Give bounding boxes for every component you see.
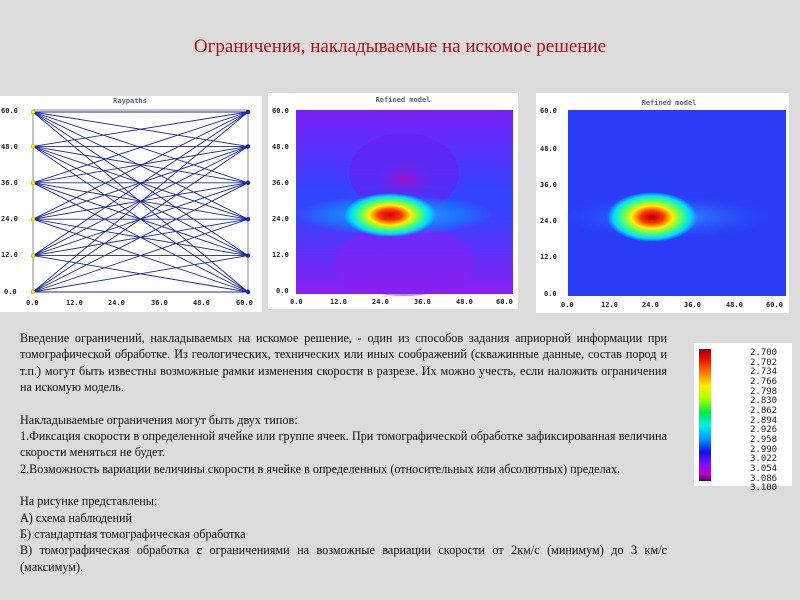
y-tick: 36.0: [272, 179, 289, 187]
legend-values: [750, 349, 777, 494]
raypaths-plot: [0, 96, 262, 312]
x-tick: 24.0: [642, 301, 659, 309]
paragraph-intro: Введение ограничений, накладываемых на искомое решение, - один из способов задания априорной информации при томографической обработке. Из геологических, технических или иных соображений (скважинные данные, состав пород и т.п.) могут быть известны возможные рамки изменения скорости в разрезе. Их можно учесть, если наложить ограничения на искомую модель.: [20, 331, 667, 395]
list-item: Б) стандартная томографическая обработка: [20, 527, 246, 542]
x-tick: 60.0: [236, 299, 253, 307]
refined-model-title: Refined model: [641, 99, 697, 107]
y-tick: 24.0: [540, 217, 557, 225]
y-tick: 0.0: [4, 288, 17, 296]
y-tick: 48.0: [272, 143, 289, 151]
refined-model-standard-panel: [268, 93, 518, 309]
paragraph-types: Накладываемые ограничения могут быть двух типов:: [20, 412, 298, 427]
x-tick: 36.0: [414, 298, 431, 306]
color-scale-bar: [694, 343, 792, 486]
y-tick: 60.0: [540, 107, 557, 115]
x-tick: 36.0: [684, 301, 701, 309]
receiver-marker: [246, 217, 250, 221]
legend-value: 2.862: [750, 405, 778, 416]
legend-value: 3.054: [750, 463, 778, 474]
y-tick: 48.0: [1, 143, 18, 151]
list-item: 1.Фиксация скорости в определенной ячейке или группе ячеек. При томографической обработке зафиксированная величина скорости меняться не будет.: [20, 429, 667, 460]
paragraph-figures: На рисунке представлены:: [20, 494, 158, 509]
receiver-marker: [246, 144, 250, 148]
legend-value: 3.100: [750, 483, 778, 494]
y-tick: 24.0: [1, 215, 18, 223]
y-tick: 24.0: [272, 215, 289, 223]
list-item: А) схема наблюдений: [20, 510, 133, 525]
y-tick: 60.0: [272, 107, 289, 115]
source-marker: [31, 290, 35, 294]
lower-zone: [334, 226, 474, 296]
x-tick: 0.0: [26, 299, 39, 307]
source-marker: [31, 254, 35, 258]
refined-model-standard-plot: [268, 93, 518, 309]
color-legend: [694, 343, 792, 494]
raypaths-title: Raypaths: [113, 97, 147, 105]
legend-value: 2.702: [750, 357, 778, 368]
legend-value: 2.734: [750, 367, 778, 378]
x-tick: 48.0: [193, 299, 210, 307]
legend-value: 2.926: [750, 425, 778, 436]
legend-value: 3.086: [750, 473, 778, 484]
raypaths-panel: [0, 96, 262, 312]
x-tick: 48.0: [726, 301, 743, 309]
receiver-marker: [246, 253, 250, 257]
body-text: [20, 330, 667, 575]
legend-value: 2.894: [750, 415, 778, 426]
refined-model-constrained-plot: [536, 93, 789, 313]
list-item: В) томографическая обработка с ограничениями на возможные вариации скорости от 2км/с (минимум) до 3 км/с (максимум).: [20, 543, 667, 574]
y-tick: 48.0: [540, 145, 557, 153]
receiver-marker: [246, 110, 250, 114]
legend-value: 2.766: [750, 376, 778, 387]
x-tick: 12.0: [330, 298, 347, 306]
legend-value: 2.700: [750, 348, 778, 358]
x-tick: 60.0: [496, 298, 513, 306]
x-tick: 24.0: [108, 299, 125, 307]
legend-value: 2.798: [750, 386, 778, 397]
x-tick: 24.0: [372, 298, 389, 306]
legend-value: 2.958: [750, 434, 778, 445]
y-tick: 36.0: [1, 179, 18, 187]
source-marker: [31, 144, 35, 148]
y-tick: 12.0: [540, 253, 557, 261]
upper-anomaly: [376, 162, 432, 196]
legend-value: 2.990: [750, 444, 778, 455]
y-tick: 0.0: [544, 290, 557, 298]
x-tick: 60.0: [766, 301, 783, 309]
receiver-marker: [246, 290, 250, 294]
refined-model-title: Refined model: [375, 96, 431, 104]
y-tick: 36.0: [540, 181, 557, 189]
source-marker: [31, 110, 35, 114]
y-tick: 12.0: [1, 251, 18, 259]
legend-value: 3.022: [750, 454, 778, 465]
y-tick: 12.0: [272, 251, 289, 259]
high-velocity-anomaly: [607, 192, 697, 242]
gradient-bar: [699, 349, 711, 481]
x-tick: 12.0: [66, 299, 83, 307]
receiver-marker: [246, 181, 250, 185]
x-tick: 0.0: [290, 298, 303, 306]
legend-value: 2.830: [750, 396, 778, 407]
source-marker: [31, 217, 35, 221]
y-tick: 0.0: [276, 287, 289, 295]
high-velocity-anomaly: [344, 193, 436, 237]
page-title: Ограничения, накладываемые на искомое решение: [193, 36, 607, 57]
x-tick: 12.0: [601, 301, 618, 309]
x-tick: 36.0: [151, 299, 168, 307]
x-tick: 48.0: [456, 298, 473, 306]
y-tick: 60.0: [1, 107, 18, 115]
list-item: 2.Возможность вариации величины скорости в ячейке в определенных (относительных или абсолютных) пределах.: [20, 461, 621, 476]
x-tick: 0.0: [561, 301, 574, 309]
ray-lines: [33, 112, 248, 292]
refined-model-constrained-panel: [536, 93, 789, 313]
source-marker: [31, 181, 35, 185]
